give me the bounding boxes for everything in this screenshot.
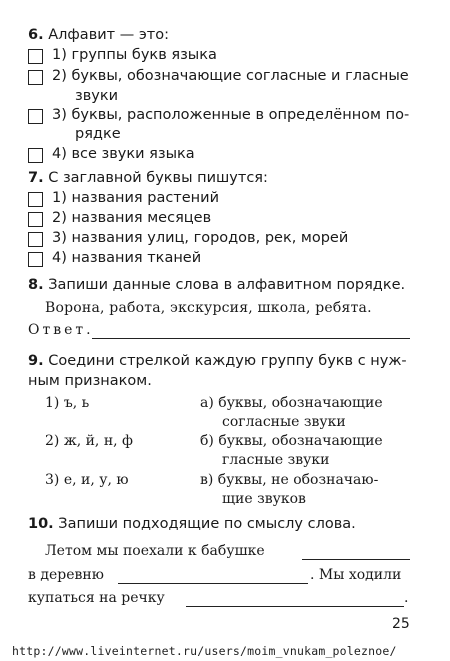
q6-title-text: Алфавит — это: [48, 27, 169, 43]
q10-line3-text-a: купаться на речку [28, 590, 165, 606]
q10-title-text: Запиши подходящие по смыслу слова. [58, 516, 356, 532]
q7-checkbox-1[interactable] [28, 192, 43, 207]
q8-number: 8. [28, 277, 44, 293]
q6-option-2-cont: звуки [75, 88, 119, 104]
q9-right-item-1-cont: согласные звуки [222, 414, 346, 430]
q6-number: 6. [28, 27, 44, 43]
q9-right-item-3[interactable]: в) буквы, не обозначаю- [200, 472, 379, 488]
q6-checkbox-4[interactable] [28, 148, 43, 163]
q6-option-2: 2) буквы, обозначающие согласные и гласные [52, 68, 409, 84]
q7-checkbox-3[interactable] [28, 232, 43, 247]
q6-option-1: 1) группы букв языка [52, 47, 217, 63]
q7-checkbox-2[interactable] [28, 212, 43, 227]
q9-right-item-3-cont: щие звуков [222, 491, 306, 507]
q6-option-3-cont: рядке [75, 126, 121, 142]
q9-left-item-3[interactable]: 3) е, и, у, ю [45, 472, 129, 488]
q6-option-4: 4) все звуки языка [52, 146, 195, 162]
q10-line2-text-b: . Мы ходили [310, 567, 402, 583]
q10-line1-text: Летом мы поехали к бабушке [45, 543, 265, 559]
q10-line2-text-a: в деревню [28, 567, 104, 583]
q7-title [28, 170, 268, 186]
q9-right-item-2[interactable]: б) буквы, обозначающие [200, 433, 383, 449]
q9-right-item-2-cont: гласные звуки [222, 452, 330, 468]
q9-number: 9. [28, 353, 44, 369]
q9-left-item-1[interactable]: 1) ъ, ь [45, 395, 90, 411]
q6-title [28, 27, 169, 43]
q9-right-item-1[interactable]: а) буквы, обозначающие [200, 395, 383, 411]
q6-checkbox-2[interactable] [28, 70, 43, 85]
q6-option-3: 3) буквы, расположенные в определённом по- [52, 107, 410, 123]
q10-blank-1[interactable] [302, 559, 410, 560]
q7-title-text: С заглавной буквы пишутся: [48, 170, 268, 186]
q7-option-2: 2) названия месяцев [52, 210, 212, 226]
q10-number: 10. [28, 516, 54, 532]
q7-option-1: 1) названия растений [52, 190, 219, 206]
q9-left-item-2[interactable]: 2) ж, й, н, ф [45, 433, 134, 449]
page-number: 25 [392, 616, 410, 632]
q7-number: 7. [28, 170, 44, 186]
q10-line3-text-b: . [404, 590, 409, 606]
q6-checkbox-3[interactable] [28, 109, 43, 124]
footer-url[interactable]: http://www.liveinternet.ru/users/moim_vnukam_poleznoe/ [12, 644, 397, 658]
q9-title-line1 [28, 353, 407, 369]
q7-option-4: 4) названия тканей [52, 250, 202, 266]
q8-answer-line[interactable] [92, 338, 410, 339]
q8-answer-label: Ответ. [28, 322, 94, 338]
q7-option-3: 3) названия улиц, городов, рек, морей [52, 230, 349, 246]
q8-title [28, 277, 405, 293]
q8-title-text: Запиши данные слова в алфавитном порядке. [48, 277, 406, 293]
q7-checkbox-4[interactable] [28, 252, 43, 267]
q9-title-line2: ным признаком. [28, 373, 152, 389]
q9-title-text: Соедини стрелкой каждую группу букв с нуж- [48, 353, 407, 369]
q10-blank-3[interactable] [186, 606, 404, 607]
q8-words: Ворона, работа, экскурсия, школа, ребята. [45, 300, 372, 316]
q10-blank-2[interactable] [118, 583, 308, 584]
q10-title [28, 516, 356, 532]
q6-checkbox-1[interactable] [28, 49, 43, 64]
